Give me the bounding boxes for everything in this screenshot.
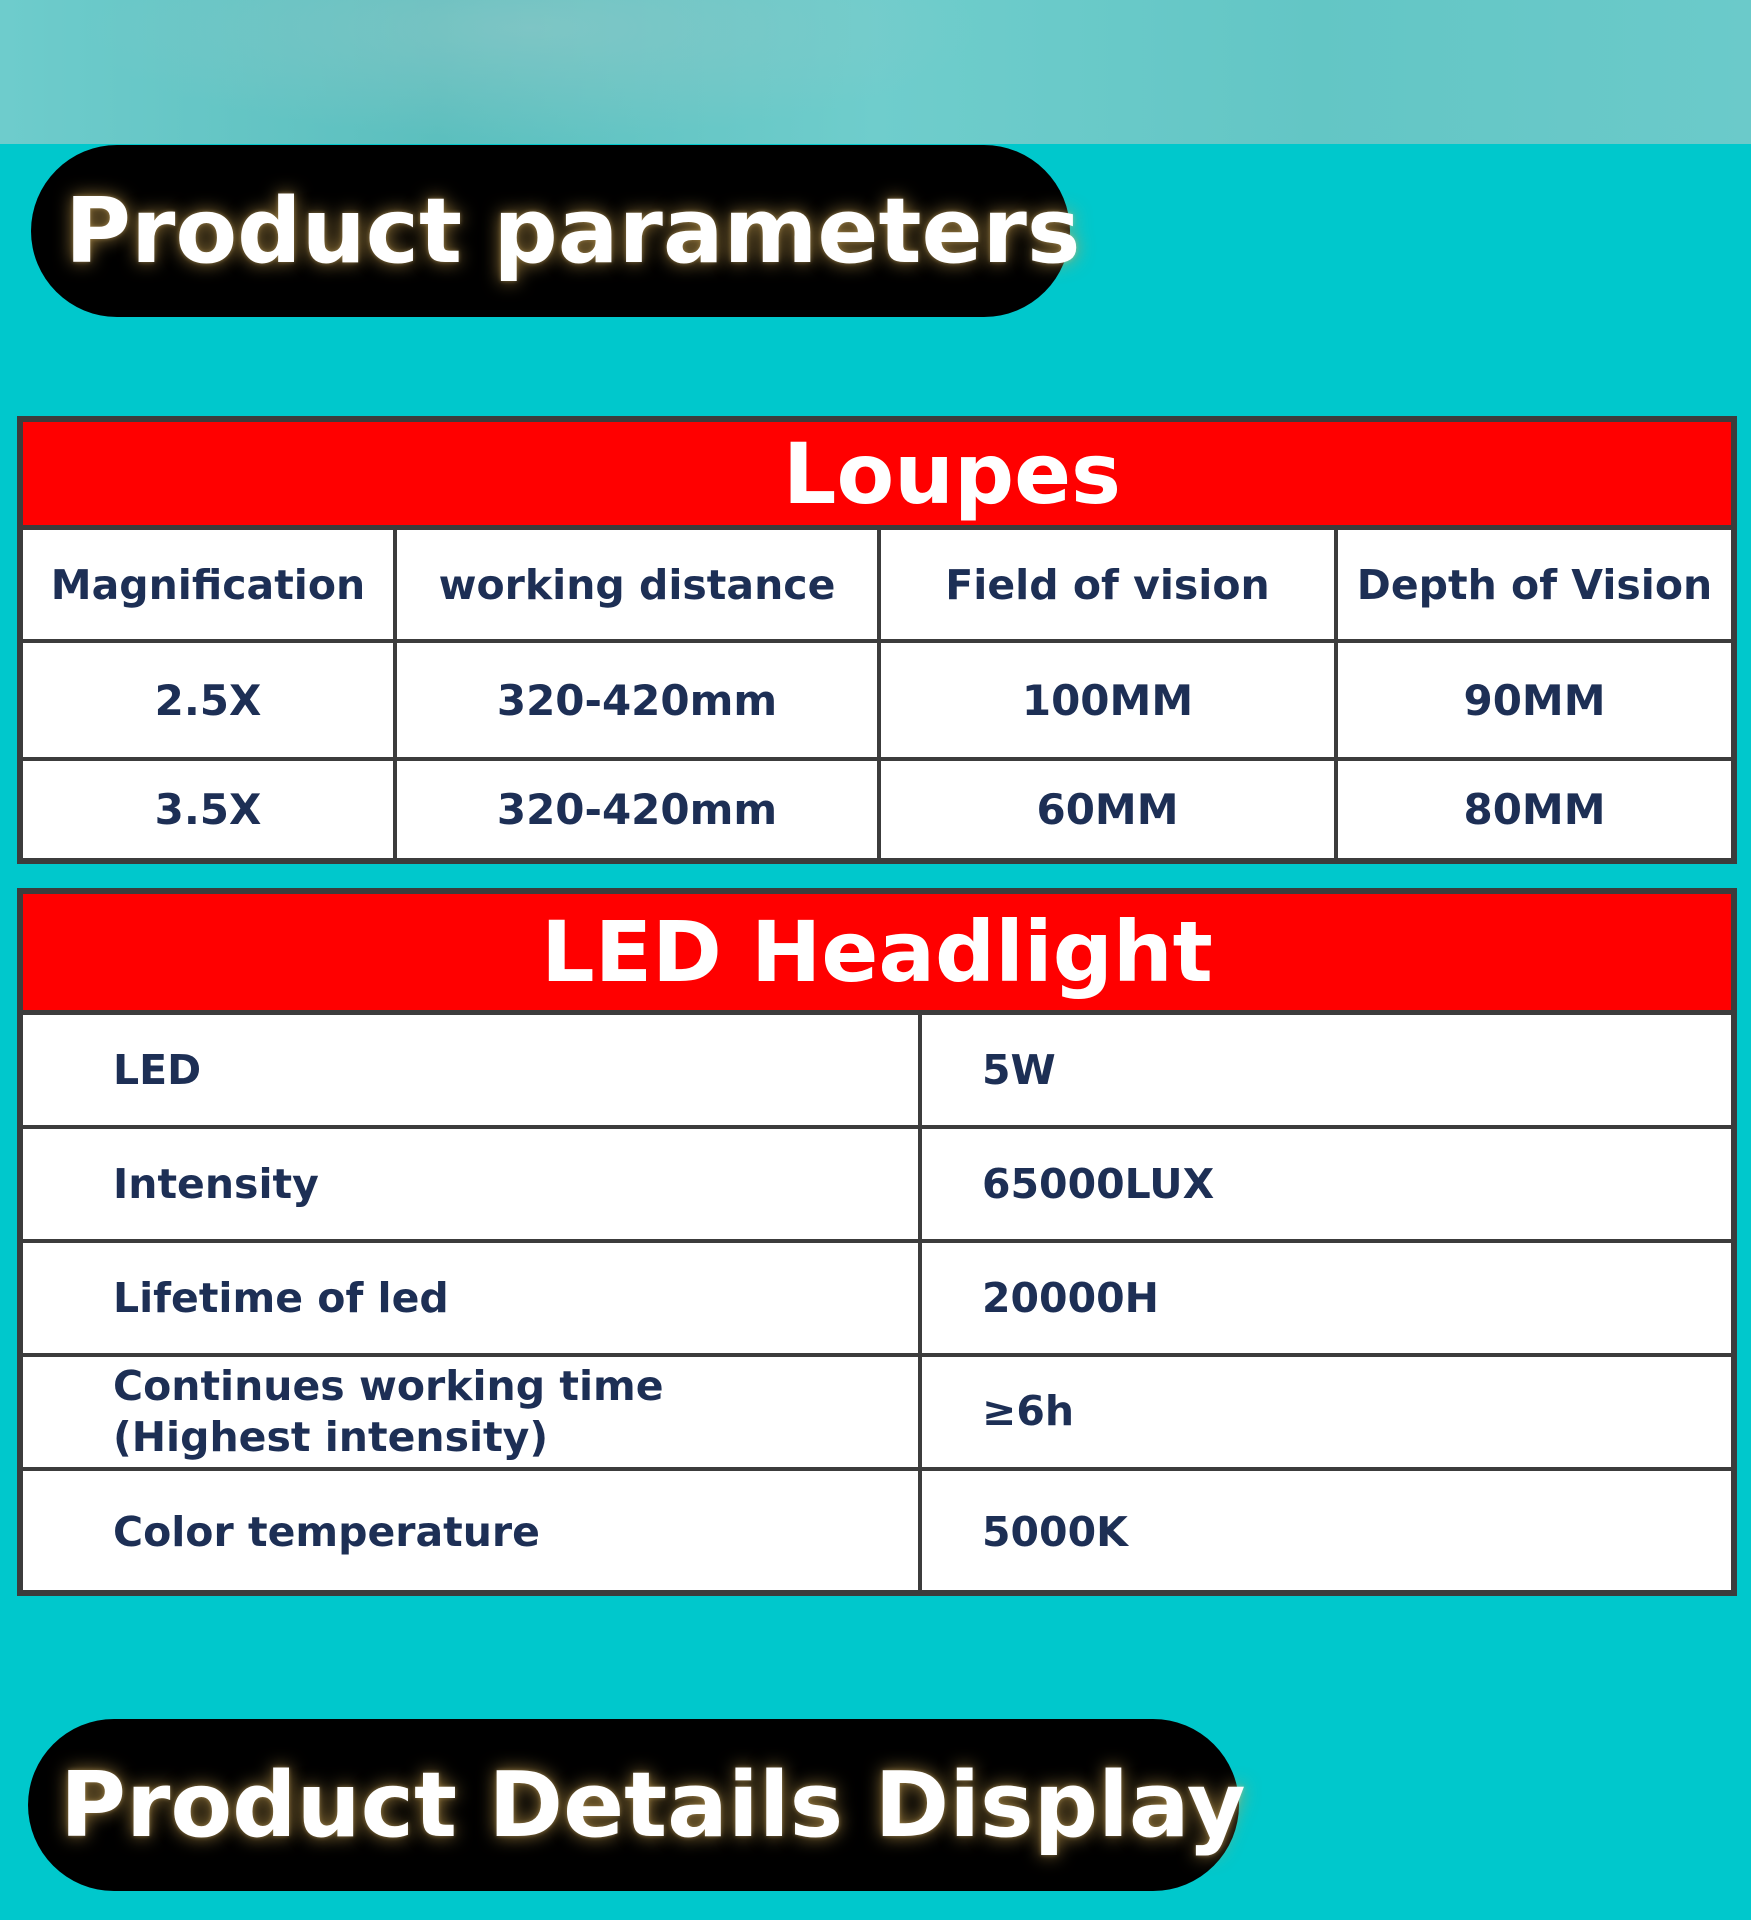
spec-label: Color temperature bbox=[23, 1469, 920, 1593]
spec-value: ≥6h bbox=[920, 1355, 1731, 1469]
spec-value: 5W bbox=[920, 1015, 1731, 1127]
table-row bbox=[23, 1469, 1731, 1593]
blurred-product-image bbox=[80, 0, 980, 140]
table-row bbox=[23, 1241, 1731, 1355]
loupes-table bbox=[17, 416, 1737, 864]
loupes-title: Loupes bbox=[23, 422, 1731, 530]
spec-label-line-1: Continues working time bbox=[113, 1361, 664, 1410]
spec-label: LED bbox=[23, 1015, 920, 1127]
table-row bbox=[23, 1355, 1731, 1469]
spec-label: Lifetime of led bbox=[23, 1241, 920, 1355]
led-headlight-title: LED Headlight bbox=[23, 894, 1731, 1015]
spec-label: Intensity bbox=[23, 1127, 920, 1241]
product-details-banner bbox=[28, 1719, 1246, 1891]
spec-label bbox=[23, 1355, 920, 1469]
top-image-strip bbox=[0, 0, 1751, 144]
spec-value: 65000LUX bbox=[920, 1127, 1731, 1241]
product-parameters-title: Product parameters bbox=[65, 178, 1081, 284]
table-row bbox=[23, 641, 1731, 759]
led-headlight-table bbox=[17, 888, 1737, 1596]
table-row bbox=[23, 1015, 1731, 1127]
cell-field-of-vision: 60MM bbox=[879, 759, 1336, 858]
table-row bbox=[23, 1127, 1731, 1241]
cell-depth-of-vision: 90MM bbox=[1336, 641, 1731, 759]
spec-value: 5000K bbox=[920, 1469, 1731, 1593]
table-row bbox=[23, 759, 1731, 858]
loupes-header-row bbox=[23, 530, 1731, 641]
cell-working-distance: 320-420mm bbox=[395, 641, 879, 759]
cell-field-of-vision: 100MM bbox=[879, 641, 1336, 759]
cell-depth-of-vision: 80MM bbox=[1336, 759, 1731, 858]
header-working-distance: working distance bbox=[395, 530, 879, 641]
header-depth-of-vision: Depth of Vision bbox=[1336, 530, 1731, 641]
cell-magnification: 2.5X bbox=[23, 641, 395, 759]
cell-magnification: 3.5X bbox=[23, 759, 395, 858]
product-parameters-banner bbox=[31, 145, 1081, 317]
header-magnification: Magnification bbox=[23, 530, 395, 641]
product-details-title: Product Details Display bbox=[60, 1752, 1246, 1858]
header-field-of-vision: Field of vision bbox=[879, 530, 1336, 641]
spec-label-line-2: (Highest intensity) bbox=[113, 1413, 549, 1461]
spec-value: 20000H bbox=[920, 1241, 1731, 1355]
cell-working-distance: 320-420mm bbox=[395, 759, 879, 858]
